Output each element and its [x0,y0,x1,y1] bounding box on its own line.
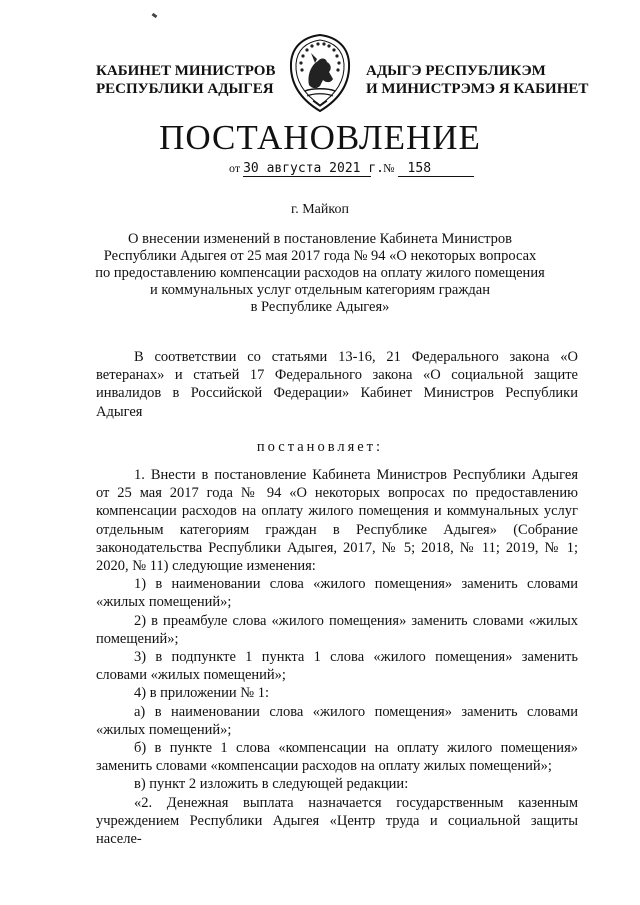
clause-paragraph: «2. Денежная выплата назначается государственным казенным учреждением Республики Адыгея «Центр труда и социальной защиты населе- [96,794,578,848]
document-subject [90,231,550,316]
clause-paragraph: в) пункт 2 изложить в следующей редакции: [134,776,409,793]
subject-line: по предоставлению компенсации расходов на оплату жилого помещения [95,265,545,281]
preamble-paragraph: В соответствии со статьями 13-16, 21 Федерального закона «О ветеранах» и статьей 17 Федерального закона «О социальной защите инвалидов в Российской Федерации» Кабинет Министров Республики Адыгея [96,349,578,420]
clauses-block [96,466,578,848]
clause-paragraph: б) в пункте 1 слова «компенсации на оплату жилого помещения» заменить словами «компенсации расходов на оплату жилых помещений»; [96,740,578,775]
city-of-issue: г. Майкоп [291,202,349,217]
issuer-line-1: КАБИНЕТ МИНИСТРОВ [96,63,276,79]
document-number: 158 [398,161,474,177]
number-sign: № [383,161,395,175]
issuer-name-russian [96,62,275,98]
issuer-name-adyghe [366,62,588,98]
document-date-line [229,161,474,177]
document-date: 30 августа 2021 г. [243,161,384,176]
preamble-block [96,348,578,421]
subject-line: О внесении изменений в постановление Кабинета Министров [128,231,512,247]
issuer-line-1-adyghe: АДЫГЭ РЕСПУБЛИКЭМ [366,63,546,79]
clause-paragraph: 1) в наименовании слова «жилого помещения» заменить словами «жилых помещений»; [96,576,578,611]
subject-line: и коммунальных услуг отдельным категориям граждан [150,282,490,298]
clause-paragraph: 3) в подпункте 1 пункта 1 слова «жилого помещения» заменить словами «жилых помещений»; [96,649,578,684]
clause-paragraph: 4) в приложении № 1: [134,685,269,702]
issuer-line-2: РЕСПУБЛИКИ АДЫГЕЯ [96,81,274,97]
resolves-word: постановляет: [256,439,384,455]
republic-of-adygea-coat-of-arms-icon [285,33,355,115]
subject-line: Республики Адыгея от 25 мая 2017 года № 94 «О некоторых вопросах [103,248,537,264]
clause-paragraph: а) в наименовании слова «жилого помещения» заменить словами «жилых помещений»; [96,703,578,738]
clause-paragraph: 2) в преамбуле слова «жилого помещения» заменить словами «жилых помещений»; [96,612,578,647]
scan-mark [152,13,158,18]
document-title: ПОСТАНОВЛЕНИЕ [159,118,481,157]
clause-paragraph: 1. Внести в постановление Кабинета Министров Республики Адыгея от 25 мая 2017 года № 94 «О некоторых вопросах по предоставлению компенсации расходов на оплату жилого помещения и коммунальных услуг отдельным категориям граждан в Республике Адыгея» (Собрание законодательства Республики Адыгея, 2017, № 5; 2018, № 11; 2019, № 1; 2020, № 11) следующие изменения: [96,467,578,575]
subject-line: в Республике Адыгея» [250,299,390,315]
issuer-line-2-adyghe: И МИНИСТРЭМЭ Я КАБИНЕТ [366,81,589,97]
date-prefix: от [229,161,241,175]
